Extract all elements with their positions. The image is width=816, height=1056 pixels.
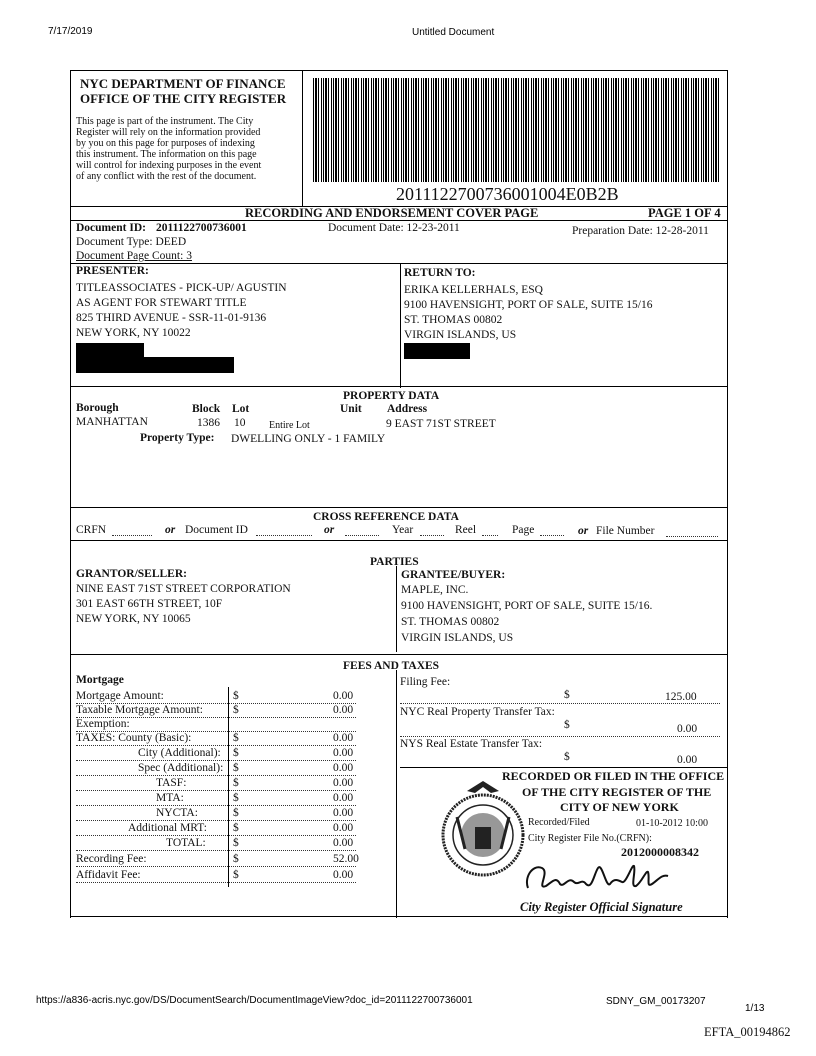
return-to-heading: RETURN TO: — [404, 267, 476, 279]
page-count: Document Page Count: 3 — [76, 250, 192, 262]
document-type: Document Type: DEED — [76, 236, 187, 248]
filing-fee-label: Filing Fee: — [400, 676, 451, 688]
reel-field: Reel — [455, 524, 477, 536]
mortgage-heading: Mortgage — [76, 674, 124, 686]
document-id-field: Document ID — [185, 524, 248, 536]
cross-reference-heading: CROSS REFERENCE DATA — [313, 511, 459, 523]
or-1: or — [165, 524, 176, 536]
recorded-line-1: RECORDED OR FILED IN THE OFFICE — [502, 769, 725, 783]
footer-url: https://a836-acris.nyc.gov/DS/DocumentSearch/DocumentImageView?doc_id=2011122700736001 — [36, 995, 473, 1006]
fee-label: Additional MRT: — [128, 822, 207, 834]
grantee-line-1: MAPLE, INC. — [401, 584, 469, 596]
fee-label: Mortgage Amount: — [76, 690, 164, 702]
document-id: 2011122700736001 — [156, 222, 247, 234]
unit-label: Unit — [340, 403, 362, 415]
address: 9 EAST 71ST STREET — [386, 418, 496, 430]
fee-label: TOTAL: — [166, 837, 206, 849]
presenter-line-3: 825 THIRD AVENUE - SSR-11-01-9136 — [76, 312, 267, 324]
fee-value: 0.00 — [333, 869, 354, 881]
fee-dollar: $ — [233, 690, 239, 702]
fee-dollar: $ — [233, 777, 239, 789]
fee-label: TASF: — [156, 777, 187, 789]
grantee-line-2: 9100 HAVENSIGHT, PORT OF SALE, SUITE 15/16. — [401, 600, 653, 612]
nys-transfer: 0.00 — [677, 754, 698, 766]
page-indicator: PAGE 1 OF 4 — [648, 206, 721, 220]
fee-label: TAXES: County (Basic): — [76, 732, 192, 744]
fee-dollar: $ — [233, 822, 239, 834]
parties-heading: PARTIES — [370, 556, 419, 568]
presenter-line-2: AS AGENT FOR STEWART TITLE — [76, 297, 247, 309]
recorded-filed-label: Recorded/Filed — [528, 817, 590, 828]
notice-3: by you on this page for purposes of indexing — [76, 138, 255, 149]
property-heading: PROPERTY DATA — [343, 390, 440, 402]
agency-line-1: NYC DEPARTMENT OF FINANCE — [80, 76, 286, 91]
fee-value: 0.00 — [333, 732, 354, 744]
return-line-4: VIRGIN ISLANDS, US — [404, 329, 517, 341]
borough-label: Borough — [76, 402, 119, 414]
print-title: Untitled Document — [412, 27, 495, 38]
document-date: Document Date: 12-23-2011 — [328, 222, 460, 234]
borough: MANHATTAN — [76, 416, 148, 428]
recorded-filed-value: 01-10-2012 10:00 — [636, 818, 708, 829]
fee-dollar: $ — [233, 792, 239, 804]
return-line-1: ERIKA KELLERHALS, ESQ — [404, 284, 543, 296]
property-type-label: Property Type: — [140, 432, 215, 444]
fee-value: 0.00 — [333, 792, 354, 804]
address-label: Address — [387, 403, 428, 415]
fee-dollar: $ — [233, 732, 239, 744]
fee-label: Exemption: — [76, 718, 130, 730]
fee-dollar: $ — [233, 869, 239, 881]
grantee-line-3: ST. THOMAS 00802 — [401, 616, 500, 628]
fee-label: Taxable Mortgage Amount: — [76, 704, 203, 716]
notice-1: This page is part of the instrument. The City — [76, 116, 254, 127]
fee-label: City (Additional): — [138, 747, 221, 759]
notice-4: this instrument. The information on this page — [76, 149, 257, 160]
redaction-block — [76, 343, 144, 357]
block: 1386 — [197, 417, 220, 429]
footer-efta: EFTA_00194862 — [704, 1025, 791, 1039]
filing-fee: 125.00 — [665, 691, 697, 703]
grantee-line-4: VIRGIN ISLANDS, US — [401, 632, 514, 644]
notice-2: Register will rely on the information provided — [76, 127, 261, 138]
presenter-heading: PRESENTER: — [76, 265, 149, 277]
nyc-transfer-dollar: $ — [564, 719, 570, 731]
fee-label: Affidavit Fee: — [76, 869, 141, 881]
nyc-transfer-label: NYC Real Property Transfer Tax: — [400, 706, 555, 718]
recorded-line-3: CITY OF NEW YORK — [560, 800, 679, 814]
fee-label: Recording Fee: — [76, 853, 147, 865]
fee-value: 0.00 — [333, 807, 354, 819]
nyc-transfer: 0.00 — [677, 723, 698, 735]
or-2: or — [324, 524, 335, 536]
property-type: DWELLING ONLY - 1 FAMILY — [231, 433, 386, 445]
fees-heading: FEES AND TAXES — [343, 660, 440, 672]
barcode-icon — [313, 78, 721, 182]
lot-note: Entire Lot — [269, 420, 310, 431]
crfn-number: 2012000008342 — [621, 845, 699, 859]
nys-transfer-label: NYS Real Estate Transfer Tax: — [400, 738, 543, 750]
page-title: RECORDING AND ENDORSEMENT COVER PAGE — [245, 206, 539, 220]
fee-value: 0.00 — [333, 837, 354, 849]
fee-dollar: $ — [233, 853, 239, 865]
recorded-line-2: OF THE CITY REGISTER OF THE — [522, 785, 712, 799]
return-line-2: 9100 HAVENSIGHT, PORT OF SALE, SUITE 15/16 — [404, 299, 653, 311]
year-field: Year — [392, 524, 414, 536]
fee-value: 0.00 — [333, 690, 354, 702]
fee-dollar: $ — [233, 807, 239, 819]
fee-label: MTA: — [156, 792, 184, 804]
grantor-line-2: 301 EAST 66TH STREET, 10F — [76, 598, 223, 610]
redaction-block — [76, 357, 234, 373]
fee-label: NYCTA: — [156, 807, 198, 819]
page-field: Page — [512, 524, 535, 536]
fee-dollar: $ — [233, 704, 239, 716]
print-date: 7/17/2019 — [48, 26, 93, 37]
filing-fee-dollar: $ — [564, 689, 570, 701]
notice-6: of any conflict with the rest of the document. — [76, 171, 257, 182]
crfn-field: CRFN — [76, 524, 107, 536]
signature-caption: City Register Official Signature — [520, 900, 683, 914]
agency-line-2: OFFICE OF THE CITY REGISTER — [80, 91, 287, 106]
fee-dollar: $ — [233, 762, 239, 774]
preparation-date: Preparation Date: 12-28-2011 — [572, 225, 709, 237]
fee-value: 0.00 — [333, 822, 354, 834]
grantor-line-3: NEW YORK, NY 10065 — [76, 613, 191, 625]
file-number-field: File Number — [596, 525, 655, 537]
presenter-line-4: NEW YORK, NY 10022 — [76, 327, 191, 339]
fee-dollar: $ — [233, 837, 239, 849]
city-seal-icon — [437, 777, 529, 889]
signature-icon — [522, 858, 672, 896]
presenter-line-1: TITLEASSOCIATES - PICK-UP/ AGUSTIN — [76, 282, 287, 294]
fee-label: Spec (Additional): — [138, 762, 224, 774]
grantor-heading: GRANTOR/SELLER: — [76, 568, 187, 580]
barcode-number: 2011122700736001004E0B2B — [396, 184, 619, 204]
footer-page: 1/13 — [745, 1003, 765, 1014]
redaction-block — [404, 343, 470, 359]
fee-value: 0.00 — [333, 704, 354, 716]
fee-value: 0.00 — [333, 747, 354, 759]
crfn-label: City Register File No.(CRFN): — [528, 833, 652, 844]
grantor-line-1: NINE EAST 71ST STREET CORPORATION — [76, 583, 291, 595]
grantee-heading: GRANTEE/BUYER: — [401, 569, 506, 581]
fee-dollar: $ — [233, 747, 239, 759]
fee-value: 52.00 — [333, 853, 359, 865]
notice-5: will control for indexing purposes in the event — [76, 160, 262, 171]
nys-transfer-dollar: $ — [564, 751, 570, 763]
footer-bates: SDNY_GM_00173207 — [606, 996, 706, 1007]
document-id-label: Document ID: — [76, 222, 146, 234]
return-line-3: ST. THOMAS 00802 — [404, 314, 503, 326]
fee-value: 0.00 — [333, 777, 354, 789]
fee-value: 0.00 — [333, 762, 354, 774]
block-label: Block — [192, 403, 221, 415]
or-3: or — [578, 525, 589, 537]
lot: 10 — [234, 417, 246, 429]
lot-label: Lot — [232, 403, 250, 415]
